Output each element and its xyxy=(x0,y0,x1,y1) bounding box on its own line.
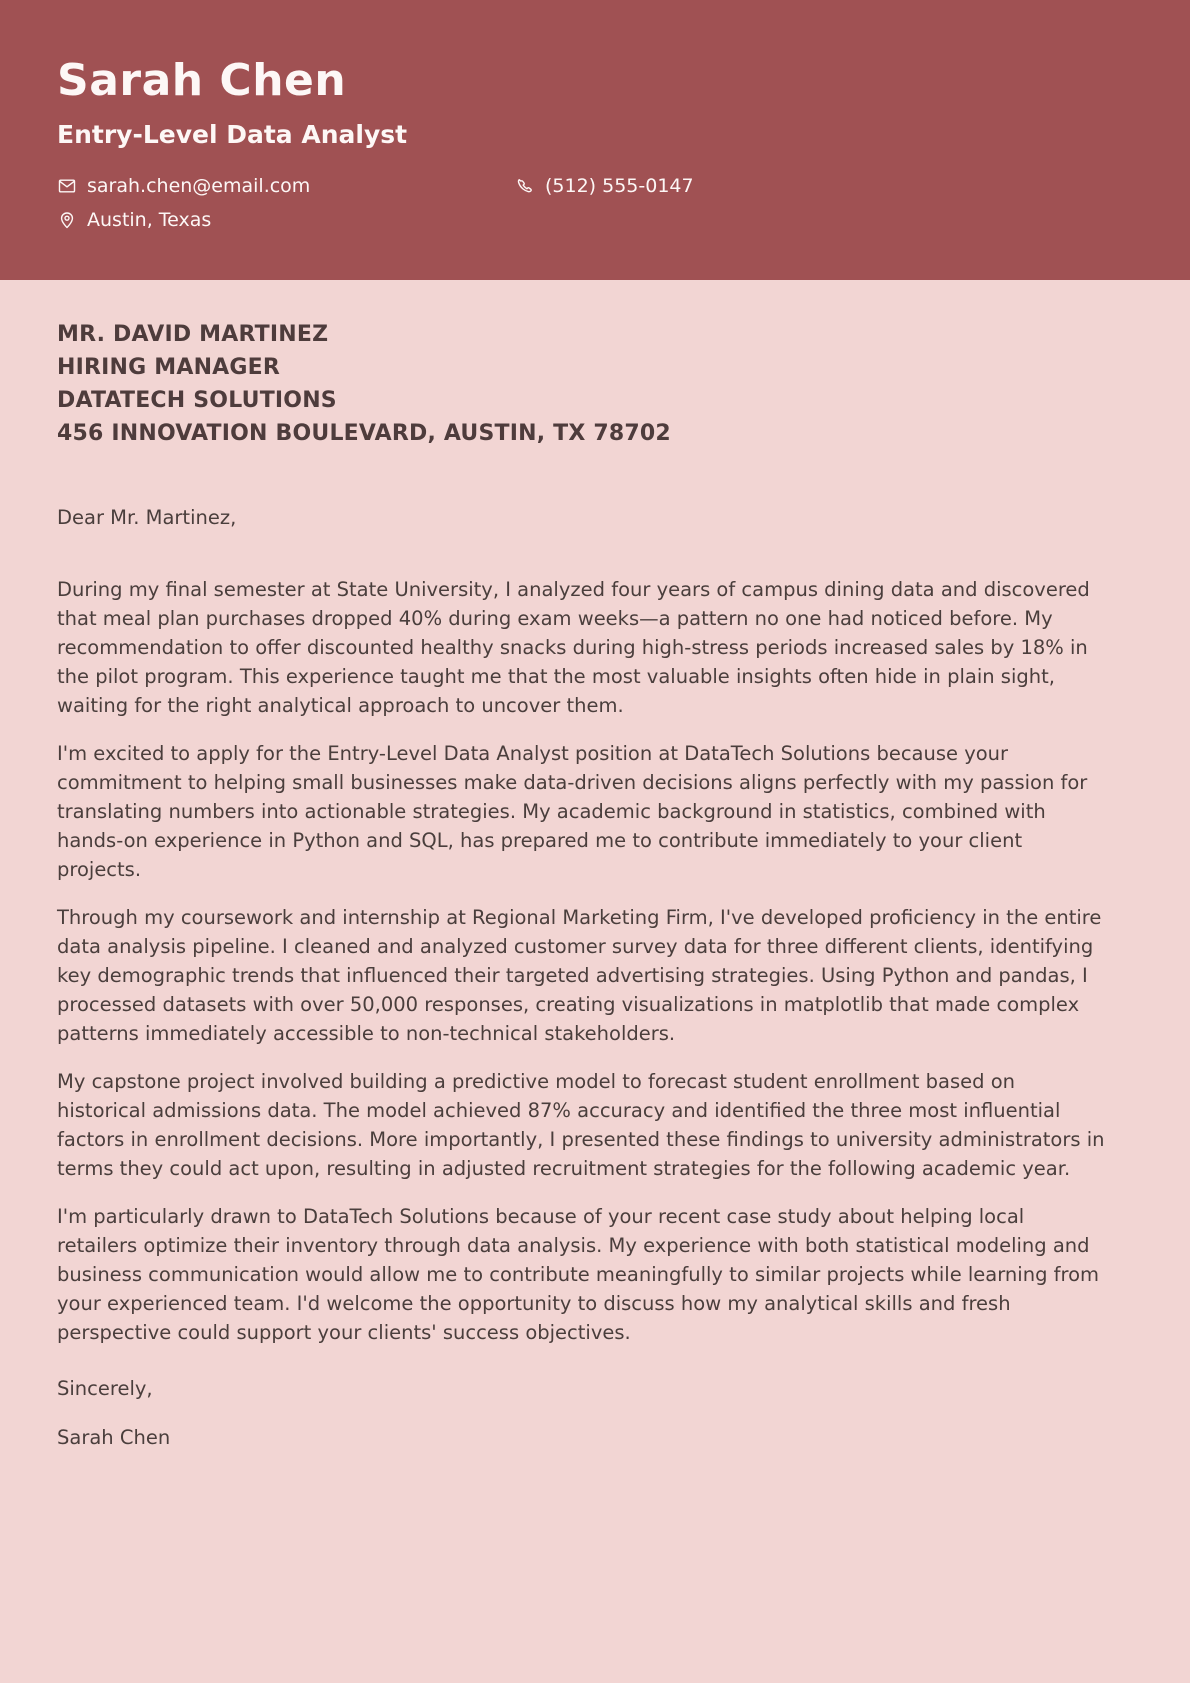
paragraph-3: Through my coursework and internship at Regional Marketing Firm, I've developed proficiency in the entire data analysis pipeline. I cleaned and analyzed customer survey data for three different clients, identifying key demographic trends that influenced their targeted advertising strategies. Using Python and pandas, I processed datasets with over 50,000 responses, creating visualizations in matplotlib that made complex patterns immediately accessible to non-technical stakeholders. xyxy=(57,906,1102,1045)
contact-phone xyxy=(515,175,1133,197)
paragraph-2: I'm excited to apply for the Entry-Level Data Analyst position at DataTech Solutions because your commitment to helping small businesses make data-driven decisions aligns perfectly with my passion for translating numbers into actionable strategies. My academic background in statistics, combined with hands-on experience in Python and SQL, has prepared me to contribute immediately to your client projects. xyxy=(57,742,1088,881)
contact-phone-value: (512) 555-0147 xyxy=(545,175,694,198)
applicant-name: Sarah Chen xyxy=(57,55,347,106)
recipient-name: MR. DAVID MARTINEZ xyxy=(57,322,329,347)
contact-email xyxy=(57,175,515,197)
recipient-role: HIRING MANAGER xyxy=(57,355,281,380)
paragraph-5: I'm particularly drawn to DataTech Solutions because of your recent case study about helping local retailers optimize their inventory through data analysis. My experience with both statistical modeling and business communication would allow me to contribute meaningfully to similar projects while learning from your experienced team. I'd welcome the opportunity to discuss how my analytical skills and fresh perspective could support your clients' success objectives. xyxy=(57,1205,1100,1344)
applicant-job-title: Entry-Level Data Analyst xyxy=(57,120,408,150)
recipient-address: 456 INNOVATION BOULEVARD, AUSTIN, TX 78702 xyxy=(57,421,671,446)
contact-email-value: sarah.chen@email.com xyxy=(87,175,311,198)
paragraph-4: My capstone project involved building a predictive model to forecast student enrollment based on historical admissions data. The model achieved 87% accuracy and identified the three most influential factors in enrollment decisions. More importantly, I presented these findings to university administrators in terms they could act upon, resulting in adjusted recruitment strategies for the following academic year. xyxy=(57,1070,1105,1180)
paragraph-1: During my final semester at State University, I analyzed four years of campus dining data and discovered that meal plan purchases dropped 40% during exam weeks—a pattern no one had noticed before. My recommendation to offer discounted healthy snacks during high-stress periods increased sales by 18% in the pilot program. This experience taught me that the most valuable insights often hide in plain sight, waiting for the right analytical approach to uncover them. xyxy=(57,578,1090,717)
closing-block xyxy=(57,1377,1133,1449)
letter-header xyxy=(0,0,1190,280)
contact-info xyxy=(57,175,1133,231)
envelope-icon xyxy=(57,176,77,196)
signature-name: Sarah Chen xyxy=(57,1426,171,1449)
letter-paragraphs xyxy=(57,575,1133,1347)
phone-icon xyxy=(515,176,535,196)
contact-location xyxy=(57,209,515,231)
recipient-block xyxy=(57,318,1133,450)
salutation: Dear Mr. Martinez, xyxy=(57,506,237,529)
letter-body xyxy=(0,280,1190,1683)
contact-location-value: Austin, Texas xyxy=(87,209,212,232)
valediction: Sincerely, xyxy=(57,1377,153,1400)
map-pin-icon xyxy=(57,210,77,230)
recipient-company: DATATECH SOLUTIONS xyxy=(57,388,337,413)
